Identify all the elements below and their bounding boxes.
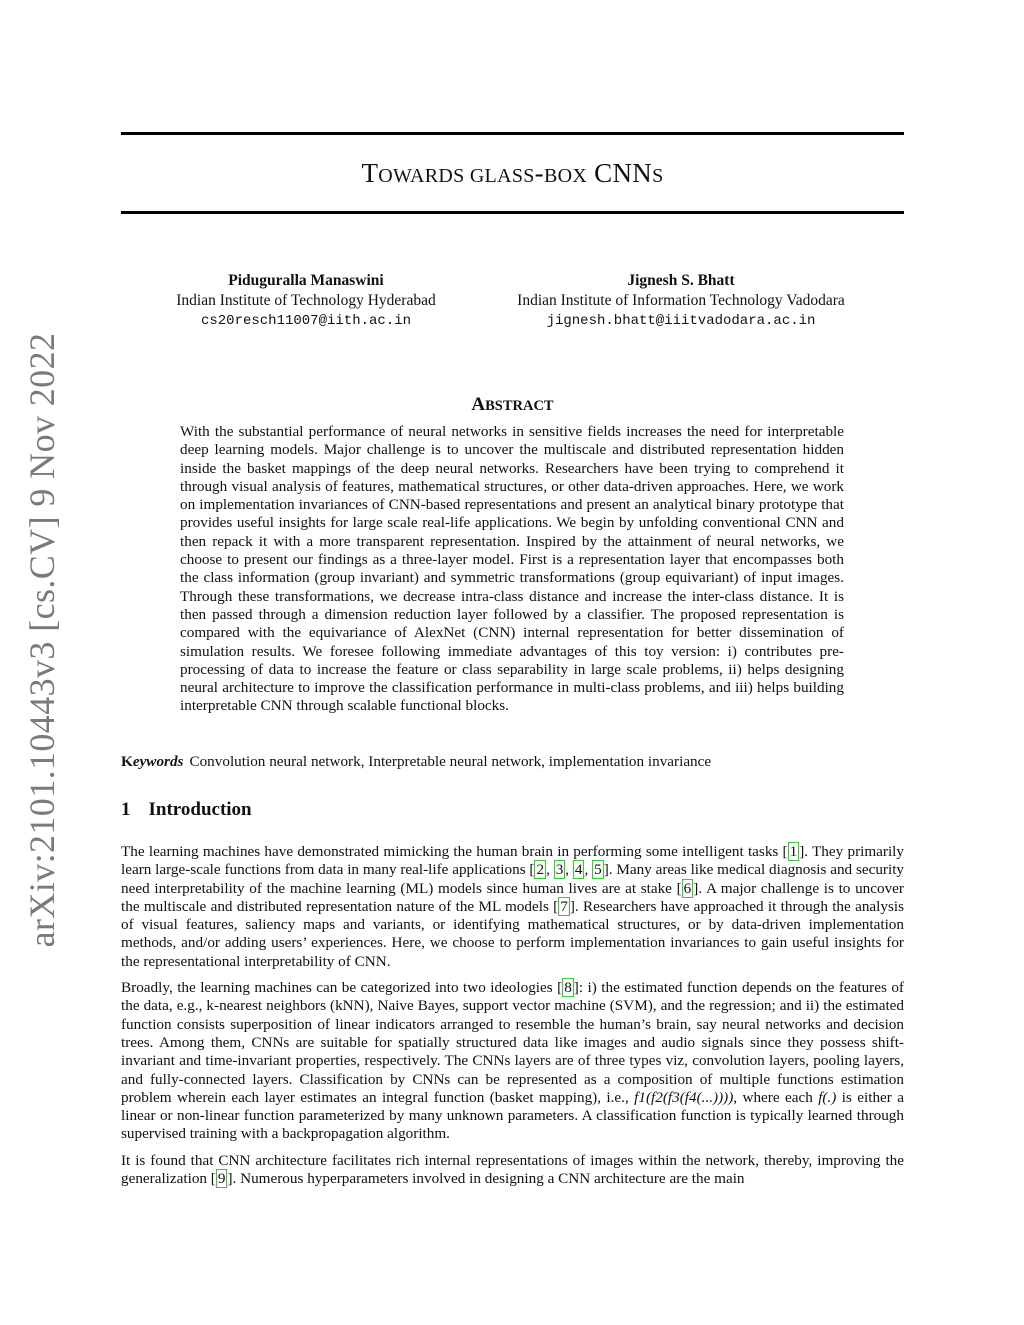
citation-link[interactable]: 7	[560, 897, 568, 915]
title-part: OWARDS GLASS	[378, 165, 535, 187]
author-block-1	[150, 271, 462, 331]
citation-link[interactable]: 1	[789, 843, 798, 860]
author-email[interactable]: cs20resch11007@iith.ac.in	[200, 313, 412, 329]
paper-title	[121, 158, 904, 189]
keywords-label	[121, 753, 183, 770]
title-rule-top	[121, 132, 904, 135]
keywords-text: Convolution neural network, Interpretable neural network, implementation invariance	[189, 753, 712, 770]
title-part: CNN	[587, 158, 653, 188]
text-run: ]. A major challenge is to uncover the multiscale and distributed representation nature of the ML models [	[121, 879, 904, 915]
abstract-heading-sc: BSTRACT	[485, 398, 554, 414]
title-rule-bottom	[121, 211, 904, 214]
author-block-2	[495, 271, 867, 331]
abstract-heading	[121, 394, 904, 416]
section-heading-introduction	[121, 799, 252, 821]
citation-link[interactable]: 4	[574, 861, 583, 879]
arxiv-identifier: arXiv:2101.10443v3 [cs.CV] 9 Nov 2022	[22, 332, 62, 948]
text-run: ]. Numerous hyperparameters involved in designing a CNN architecture are the main	[227, 1170, 745, 1188]
text-run: ]. They primarily learn large-scale functions from data in many real-life applications [	[121, 843, 904, 879]
title-part: -	[534, 158, 544, 188]
section-number: 1	[121, 799, 131, 820]
author-affiliation: Indian Institute of Technology Hyderabad	[176, 292, 436, 309]
text-run: ]. Researchers have approached it through the analysis of visual features, saliency maps and variants, or identifying mathematical structures, or by data-driven implementation methods, and/or adding users’ experiences. Here, we choose to perform implementation invariances to gain useful insights for the representational interpretability of CNN.	[121, 897, 905, 970]
text-run: The learning machines have demonstrated mimicking the human brain in performing some intelligent tasks [	[121, 843, 788, 860]
author-name: Jignesh S. Bhatt	[627, 272, 735, 289]
abstract-text: With the substantial performance of neural networks in sensitive fields increases the need for interpretable deep learning models. Major challenge is to uncover the multiscale and distributed representation hidden inside the basket mappings of the deep neural networks. Researchers have been trying to comprehend it through visual analysis of features, mathematical structures, or other data-driven approaches. Here, we work on implementation invariances of CNN-based representations and present an analytical binary prototype that provides useful insights for large scale real-life applications. We begin by unfolding conventional CNN and then repack it with a more transparent representation. Inspired by the attainment of neural networks, we choose to present our findings as a three-layer model. First is a representation layer that encompasses both the class information (group invariant) and symmetric transformations (group equivariant) of input images. Through these transformations, we decrease intra-class distance and increase the inter-class distance. It is then passed through a dimension reduction layer followed by a classifier. The proposed representation is compared with the equivariance of AlexNet (CNN) internal representation for better dissemination of simulation results. We foresee following immediate advantages of this toy version: i) contributes pre-processing of data to increase the feature or class separability in large scale problems, ii) helps designing neural architecture to improve the classification performance in multi-class problems, and iii) helps building interpretable CNN through scalable functional blocks.	[180, 423, 844, 715]
author-email[interactable]: jignesh.bhatt@iiitvadodara.ac.in	[546, 313, 816, 329]
author-affiliation: Indian Institute of Information Technology Vadodara	[517, 292, 845, 309]
abstract-heading-cap: A	[471, 394, 486, 415]
arxiv-sidebar	[0, 0, 80, 1325]
citation-link[interactable]: 8	[564, 979, 572, 997]
keywords-line	[121, 753, 904, 771]
keywords-label-rest: eywords	[132, 753, 184, 770]
paragraph	[121, 1152, 904, 1189]
citation-link[interactable]: 6	[683, 879, 692, 897]
citation-link[interactable]: 5	[594, 861, 602, 879]
paragraph: The learning machines have demonstrated mimicking the human brain in performing some intelligent tasks [ 1 ]. They primarily learn large-scale functions from data in many real-life applications [ 2 , 3 , 4 , 5 ]. Many areas like medical diagnosis and security need interpretability of the machine learning (ML) models since human lives are at stake [ 6 ]. A major challenge is to uncover the multiscale and distributed representation nature of the ML models [ 7 ]. Researchers have approached it through the analysis of visual features, saliency maps and variants, or identifying mathematical structures, or by data-driven implementation methods, and/or adding users’ experiences. Here, we choose to perform implementation invariances to gain useful insights for the representational interpretability of CNN.	[121, 843, 905, 970]
author-name: Piduguralla Manaswini	[228, 272, 384, 289]
citation-link[interactable]: 3	[555, 861, 564, 879]
text-run: It is found that CNN architecture facilitates rich internal representations of images within the network, thereby, improving the generalization [	[121, 1151, 904, 1188]
citation-link[interactable]: 9	[217, 1170, 226, 1188]
introduction-body	[121, 843, 904, 1196]
text-run: Broadly, the learning machines can be categorized into two ideologies [	[121, 979, 563, 997]
text-run: ]: i) the estimated function depends on the features of the data, e.g., k-nearest neighbors (kNN), Naive Bayes, support vector machine (SVM), and the regression; and ii) the estimated function consists superposition of linear indicators arranged to resemble the human’s brain, say neural networks and decision trees. Among them, CNNs are suitable for spatially structured data like images and audio signals since they possess shift-invariant and time-invariant properties, respectively. The CNNs layers are of three types viz, convolution layers, pooling layers, and fully-connected layers. Classification by CNNs can be represented as a composition of multiple functions estimation problem wherein each layer estimates an integral function (basket mapping), i.e.,	[121, 979, 904, 1106]
paragraph	[121, 979, 904, 1144]
keywords-label-k: K	[121, 753, 133, 770]
citation-link[interactable]: 2	[536, 861, 545, 879]
math-expression: f1(f2(f3(f4(...))))	[634, 1088, 734, 1106]
title-part: BOX	[543, 165, 588, 187]
section-title: Introduction	[148, 799, 252, 820]
title-part: T	[361, 158, 379, 188]
title-part: S	[652, 165, 664, 187]
text-run: , where each	[733, 1088, 819, 1106]
text-run: is either a linear or non-linear function parameterized by many unknown parameters. A classification function is typically learned through supervised training with a backpropagation algorithm.	[121, 1088, 904, 1143]
math-expression: f(.)	[818, 1088, 837, 1106]
text-run: ]. Many areas like medical diagnosis and security need interpretability of the machine learning (ML) models since human lives are at stake [	[121, 861, 905, 897]
